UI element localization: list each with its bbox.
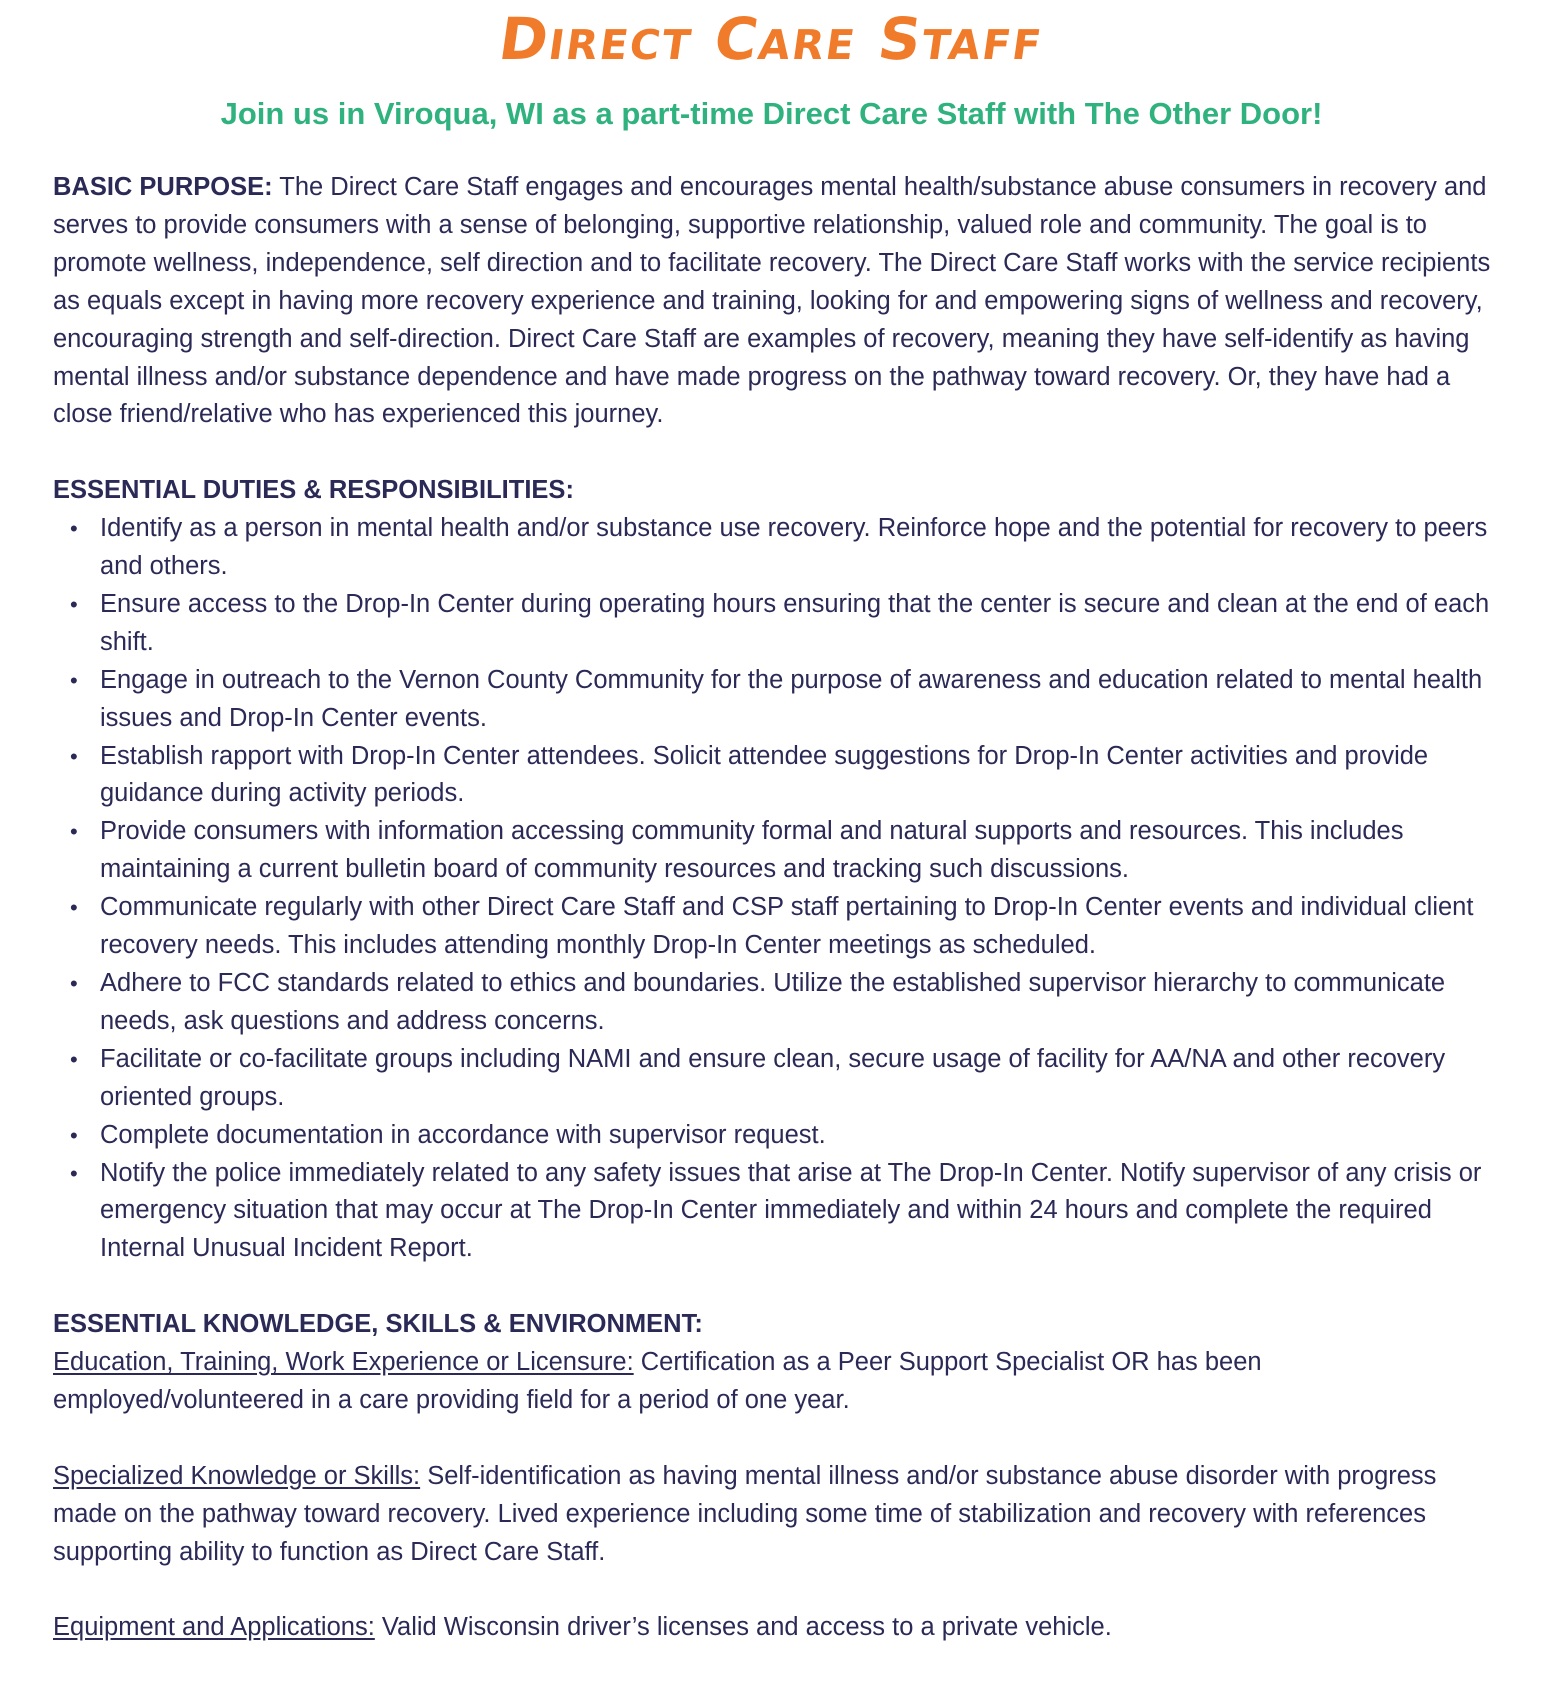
spacer xyxy=(53,434,1493,472)
duty-item xyxy=(53,889,1493,965)
duty-item xyxy=(53,586,1493,662)
bullet-icon: • xyxy=(70,895,78,921)
duty-item xyxy=(53,510,1493,586)
duty-text: Adhere to FCC standards related to ethics and boundaries. Utilize the established supervisor hierarchy to communicate needs, ask questions and address concerns. xyxy=(100,969,1446,1035)
skills-text: Self-identification as having mental illness and/or substance abuse disorder with progress made on the pathway toward recovery. Lived experience including some time of stabilization and recovery with references supporting ability to function as Direct Care Staff. xyxy=(53,1461,1437,1566)
duty-text: Facilitate or co-facilitate groups including NAMI and ensure clean, secure usage of facility for AA/NA and other recovery oriented groups. xyxy=(100,1044,1446,1111)
education-label: Education, Training, Work Experience or Licensure: xyxy=(53,1348,634,1377)
bullet-icon: • xyxy=(70,971,78,997)
duty-item xyxy=(53,965,1493,1041)
page-title: Direct Care Staff xyxy=(494,5,1049,73)
education-text: Certification as a Peer Support Specialist OR has been employed/volunteered in a care providing field for a period of one year. xyxy=(53,1348,1262,1414)
duty-item xyxy=(53,738,1493,814)
duty-text: Communicate regularly with other Direct Care Staff and CSP staff pertaining to Drop-In Center events and individual client recovery needs. This includes attending monthly Drop-In Center meetings as scheduled. xyxy=(100,893,1474,960)
equipment-text: Valid Wisconsin driver’s licenses and access to a private vehicle. xyxy=(374,1613,1112,1642)
duty-text: Establish rapport with Drop-In Center attendees. Solicit attendee suggestions for Drop-In Center activities and provide guidance during activity periods. xyxy=(100,741,1429,808)
bullet-icon: • xyxy=(70,516,78,542)
duty-item xyxy=(53,662,1493,738)
duty-text: Ensure access to the Drop-In Center during operating hours ensuring that the center is secure and clean at the end of each shift. xyxy=(100,589,1490,656)
bullet-icon: • xyxy=(70,1122,78,1148)
bullet-icon: • xyxy=(70,1046,78,1072)
skills-paragraph xyxy=(53,1458,1493,1572)
duty-text: Engage in outreach to the Vernon County Community for the purpose of awareness and education related to mental health issues and Drop-In Center events. xyxy=(100,665,1483,732)
posting-body xyxy=(53,169,1493,1647)
bullet-icon: • xyxy=(70,819,78,845)
bullet-icon: • xyxy=(70,667,78,693)
skills-label: Specialized Knowledge or Skills: xyxy=(53,1461,421,1490)
spacer xyxy=(53,1268,1493,1306)
duty-item xyxy=(53,1117,1493,1155)
duty-text: Provide consumers with information accessing community formal and natural supports and resources. This includes maintaining a current bulletin board of community resources and tracking such discussions. xyxy=(100,817,1404,884)
spacer xyxy=(53,1571,1493,1609)
duty-text: Complete documentation in accordance with supervisor request. xyxy=(100,1120,826,1149)
basic-purpose-label: BASIC PURPOSE: xyxy=(53,173,273,201)
duties-heading: ESSENTIAL DUTIES & RESPONSIBILITIES: xyxy=(53,476,574,505)
bullet-icon: • xyxy=(70,591,78,617)
bullet-icon: • xyxy=(70,1160,78,1186)
equipment-label: Equipment and Applications: xyxy=(53,1613,375,1642)
equipment-paragraph xyxy=(53,1609,1493,1647)
basic-purpose-paragraph xyxy=(53,169,1493,434)
bullet-icon: • xyxy=(70,743,78,769)
duty-text: Notify the police immediately related to any safety issues that arise at The Drop-In Center. Notify supervisor of any crisis or emergency situation that may occur at The Drop-In Center immediately and within 24 hours and complete the required Internal Unusual Incident Report. xyxy=(100,1158,1482,1263)
duty-item xyxy=(53,813,1493,889)
spacer xyxy=(53,1420,1493,1458)
duties-list xyxy=(53,510,1493,1268)
basic-purpose-text: The Direct Care Staff engages and encourages mental health/substance abuse consumers in recovery and serves to provide consumers with a sense of belonging, supportive relationship, valued role and community. The goal is to promote wellness, independence, self direction and to facilitate recovery. The Direct Care Staff works with the service recipients as equals except in having more recovery experience and training, looking for and empowering signs of wellness and recovery, encouraging strength and self-direction. Direct Care Staff are examples of recovery, meaning they have self-identify as having mental illness and/or substance dependence and have made progress on the pathway toward recovery. Or, they have had a close friend/relative who has experienced this journey. xyxy=(53,173,1491,429)
duty-item xyxy=(53,1041,1493,1117)
duty-item xyxy=(53,1155,1493,1269)
page-subtitle: Join us in Viroqua, WI as a part-time Direct Care Staff with The Other Door! xyxy=(220,96,1323,131)
education-paragraph xyxy=(53,1344,1493,1420)
knowledge-heading: ESSENTIAL KNOWLEDGE, SKILLS & ENVIRONMENT: xyxy=(53,1310,703,1339)
duty-text: Identify as a person in mental health and/or substance use recovery. Reinforce hope and the potential for recovery to peers and others. xyxy=(100,514,1488,581)
